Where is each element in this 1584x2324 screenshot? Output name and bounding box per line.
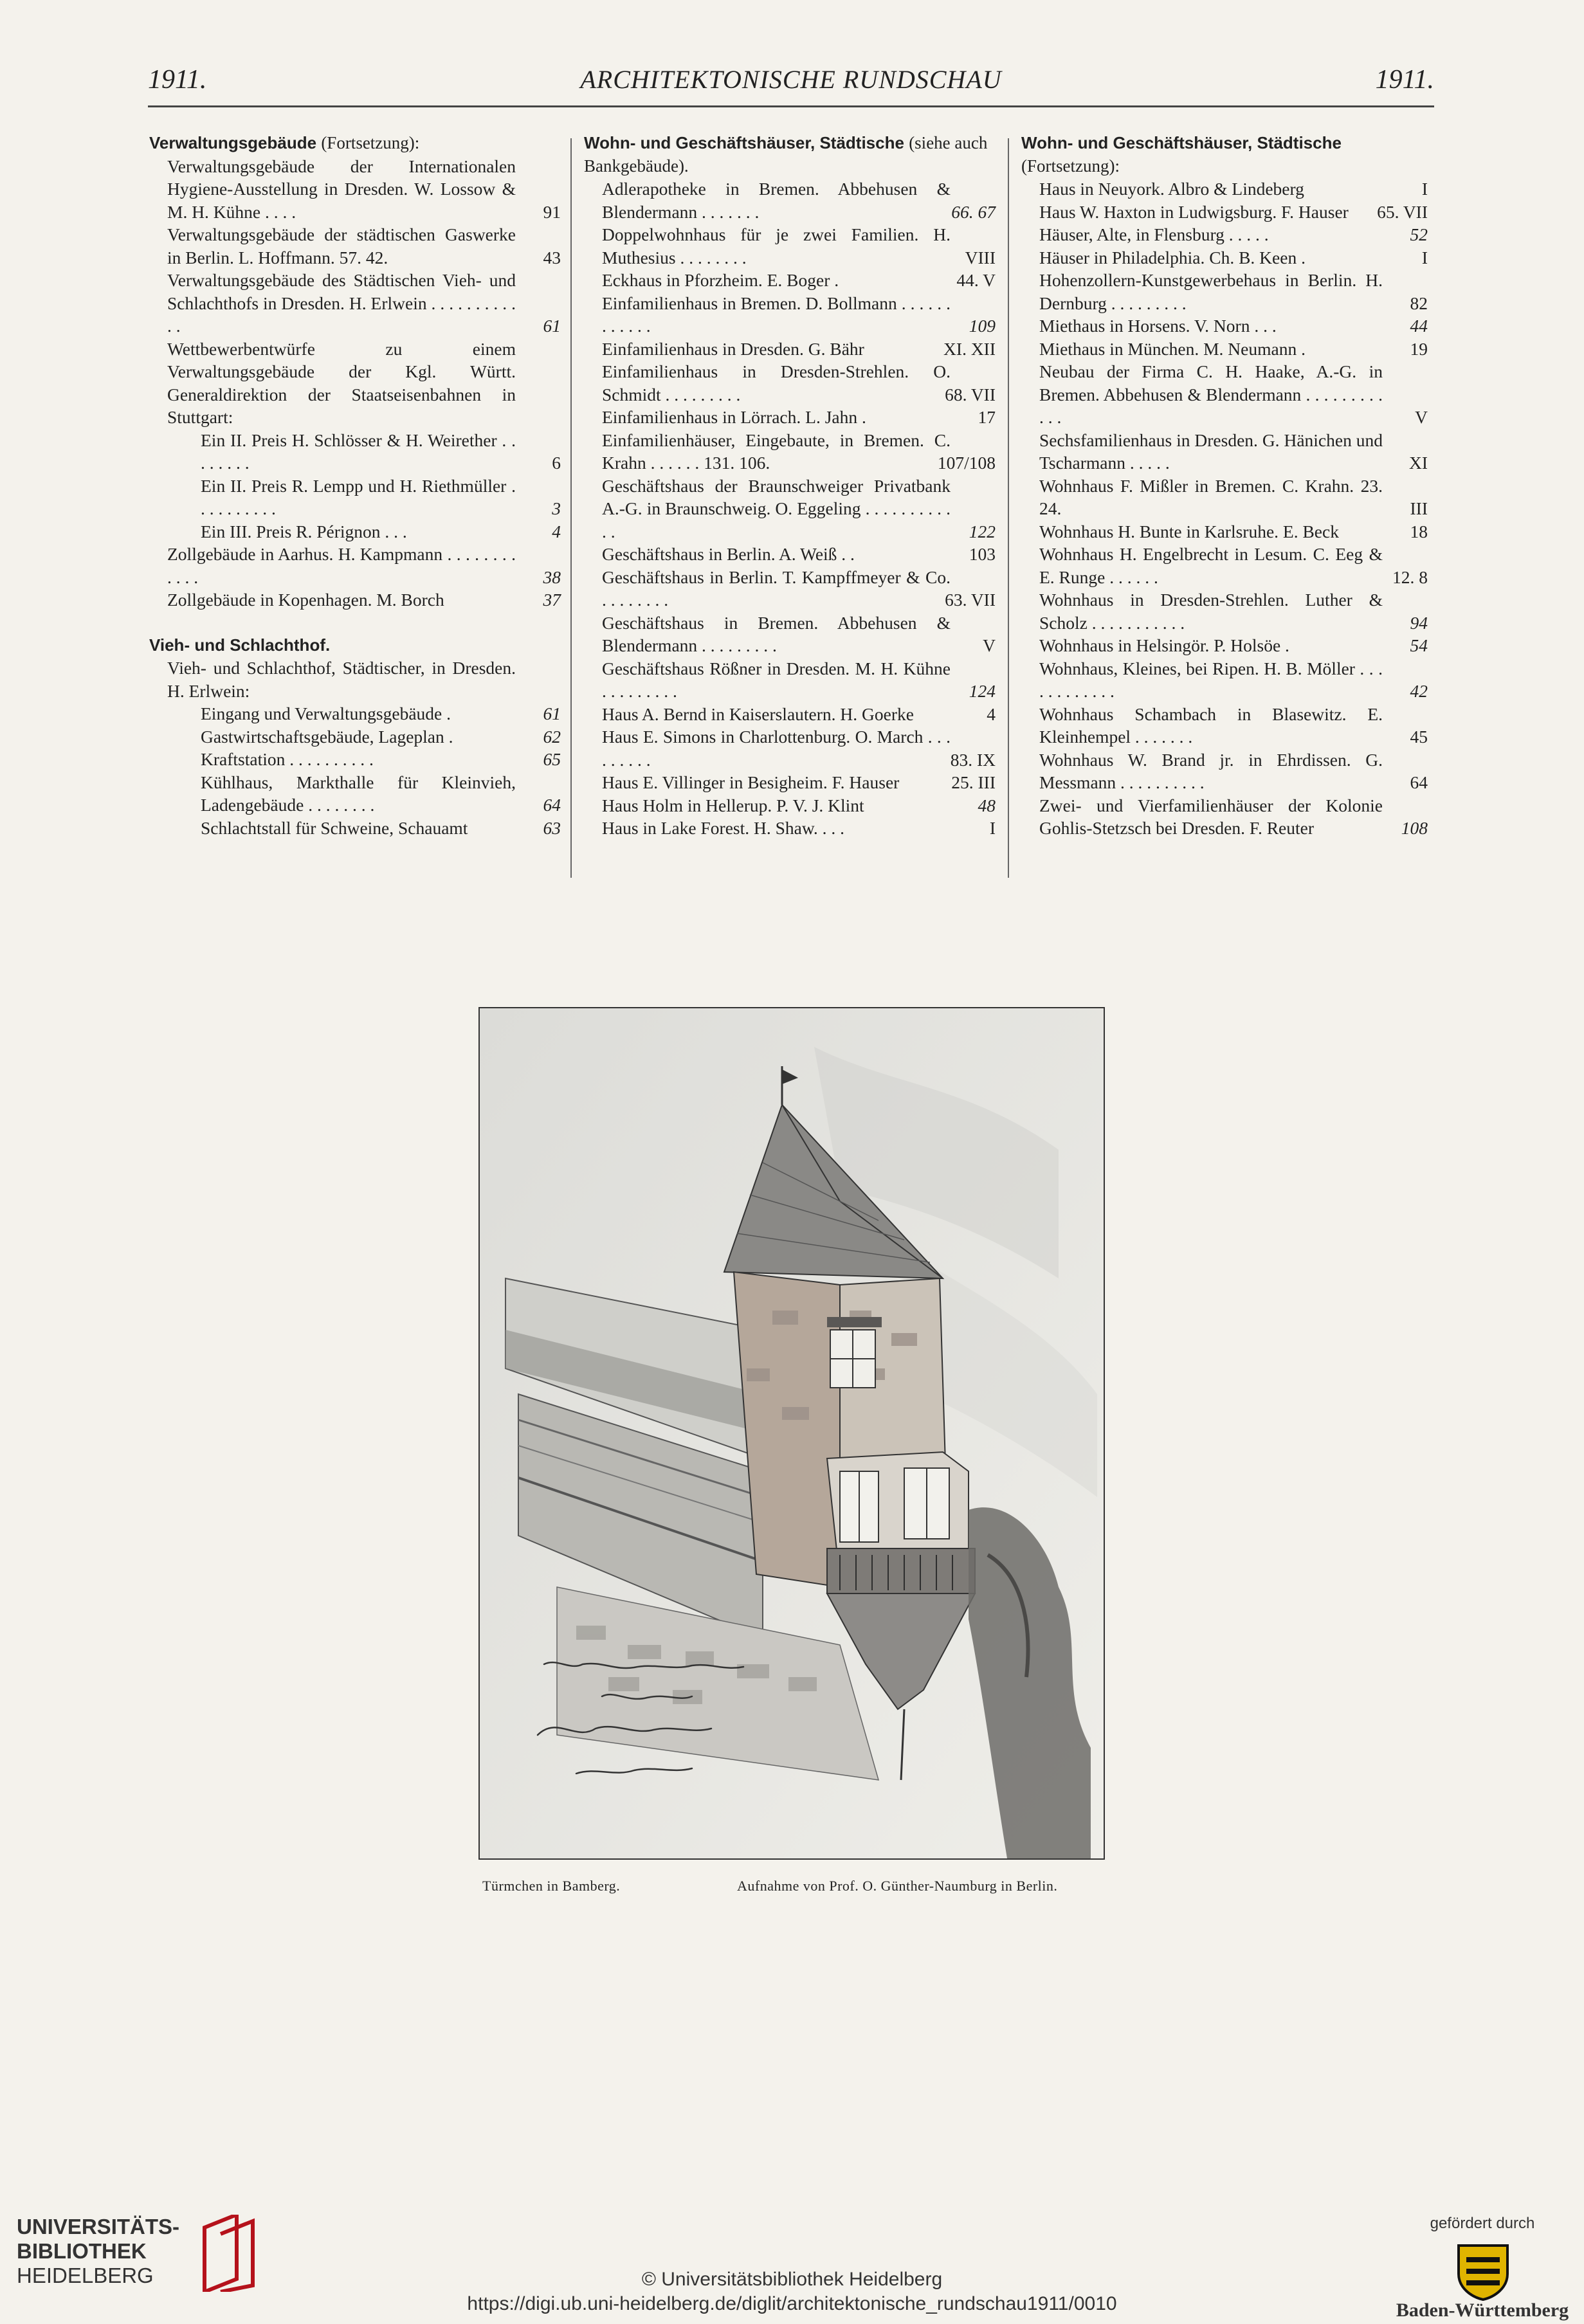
- index-entry-text: Wohnhaus F. Mißler in Bremen. C. Krahn. 23. 24.: [1039, 475, 1383, 518]
- page-number: 3: [552, 498, 561, 518]
- sponsor-name: Baden-Württemberg: [1396, 2300, 1569, 2321]
- index-entry: [149, 223, 561, 269]
- sponsor-label: gefördert durch: [1430, 2215, 1535, 2232]
- page-number: 4: [987, 704, 996, 724]
- index-entry: [584, 269, 996, 292]
- index-entry: [584, 543, 996, 566]
- library-name-line2: BIBLIOTHEK: [17, 2239, 147, 2263]
- index-entry-text: Einfamilienhaus in Bremen. D. Bollmann . . . . . . . . . . . .: [602, 293, 951, 336]
- index-entry: [1021, 520, 1428, 543]
- page-number: 25. III: [951, 772, 996, 792]
- index-entry: [149, 771, 561, 817]
- page-number: III: [1410, 498, 1428, 518]
- index-entry: [1021, 475, 1428, 520]
- page-number: 109: [969, 316, 996, 336]
- index-entry: [584, 566, 996, 612]
- section-heading: [584, 132, 996, 177]
- index-entry: [584, 429, 996, 475]
- index-entry-text: Vieh- und Schlachthof, Städtischer, in Dresden. H. Erlwein:: [167, 658, 516, 701]
- index-entry: [1021, 749, 1428, 794]
- page-number: 45: [1410, 727, 1428, 747]
- index-entry-text: Miethaus in München. M. Neumann .: [1039, 338, 1306, 359]
- journal-title: ARCHITEKTONISCHE RUNDSCHAU: [580, 65, 1002, 94]
- index-entry-text: Wohnhaus in Dresden-Strehlen. Luther & Scholz . . . . . . . . . . .: [1039, 590, 1383, 633]
- index-entry: [149, 748, 561, 771]
- page-number: 19: [1410, 338, 1428, 359]
- index-entry-text: Einfamilienhäuser, Eingebaute, in Bremen. C. Krahn . . . . . . 131. 106.: [602, 430, 951, 473]
- page-number: 68. VII: [945, 384, 996, 404]
- index-entry-text: Adlerapotheke in Bremen. Abbehusen & Blendermann . . . . . . .: [602, 179, 951, 222]
- index-entry: [584, 406, 996, 429]
- index-entry-text: Zwei- und Vierfamilienhäuser der Kolonie Gohlis-Stetzsch bei Dresden. F. Reuter: [1039, 795, 1383, 838]
- page-number: 18: [1410, 521, 1428, 541]
- index-entry: [584, 177, 996, 223]
- permalink[interactable]: https://digi.ub.uni-heidelberg.de/diglit/architektonische_rundschau1911/0010: [467, 2293, 1117, 2314]
- column-divider: [1008, 138, 1009, 878]
- section-heading-text: Wohn- und Geschäftshäuser, Städtische: [584, 133, 904, 152]
- page-number: 122: [969, 521, 996, 541]
- index-entry: [1021, 314, 1428, 338]
- page-number: VIII: [965, 247, 996, 268]
- index-entry: [584, 817, 996, 840]
- index-entry: [584, 612, 996, 657]
- index-entry: [584, 703, 996, 726]
- index-entry-text: Geschäftshaus in Bremen. Abbehusen & Blendermann . . . . . . . . .: [602, 612, 951, 655]
- page-number: 83. IX: [950, 749, 996, 770]
- index-entry: [149, 475, 561, 520]
- column-divider: [570, 138, 572, 878]
- index-entry-text: Eckhaus in Pforzheim. E. Boger .: [602, 270, 839, 290]
- index-entry: [149, 588, 561, 612]
- index-entry: [149, 657, 561, 702]
- index-entry-text: Wohnhaus W. Brand jr. in Ehrdissen. G. Messmann . . . . . . . . . .: [1039, 749, 1383, 792]
- page-number: 66. 67: [951, 201, 996, 222]
- page-number: V: [1415, 407, 1428, 427]
- index-entry: [584, 360, 996, 406]
- index-entry-text: Haus E. Villinger in Besigheim. F. Hauser: [602, 772, 900, 792]
- index-entry-text: Geschäftshaus in Berlin. A. Weiß . .: [602, 544, 855, 564]
- section-heading-note: (Fortsetzung):: [321, 133, 420, 152]
- index-entry-text: Doppelwohnhaus für je zwei Familien. H. Muthesius . . . . . . . .: [602, 224, 951, 268]
- index-entry-text: Haus in Neuyork. Albro & Lindeberg: [1039, 179, 1304, 199]
- index-entry-text: Einfamilienhaus in Lörrach. L. Jahn .: [602, 407, 866, 427]
- page-number: XI. XII: [943, 338, 996, 359]
- index-entry: [1021, 269, 1428, 314]
- page-number: 6: [552, 453, 561, 473]
- index-entry: [1021, 429, 1428, 475]
- library-name-line3: HEIDELBERG: [17, 2264, 154, 2287]
- page-number: 38: [543, 567, 561, 587]
- index-entry: [149, 269, 561, 338]
- index-entry: [149, 155, 561, 224]
- page-number: 62: [543, 726, 561, 747]
- index-entry-text: Haus E. Simons in Charlottenburg. O. March . . . . . . . . .: [602, 727, 951, 770]
- index-column-2: [584, 132, 996, 840]
- footer-credits: [0, 2267, 1584, 2316]
- page-header: [148, 64, 1434, 109]
- page-number: 52: [1410, 224, 1428, 244]
- index-entry: [584, 771, 996, 794]
- index-entry: [1021, 201, 1428, 224]
- index-entry: [149, 338, 561, 429]
- index-entry: [584, 223, 996, 269]
- page-number: 63: [543, 817, 561, 838]
- sponsor-block: [1396, 2215, 1569, 2321]
- copyright-line: © Universitätsbibliothek Heidelberg: [641, 2269, 943, 2290]
- figure-caption: Türmchen in Bamberg.: [482, 1878, 621, 1894]
- page-number: 61: [543, 704, 561, 723]
- page-number: 54: [1410, 635, 1428, 655]
- page-number: 37: [543, 590, 561, 610]
- index-entry-text: Ein II. Preis R. Lempp und H. Riethmüller . . . . . . . . . .: [201, 475, 516, 518]
- section-heading-text: Wohn- und Geschäftshäuser, Städtische: [1021, 133, 1342, 152]
- index-entry: [1021, 246, 1428, 269]
- index-entry: [1021, 703, 1428, 749]
- state-crest-icon: [1452, 2240, 1514, 2302]
- page-number: V: [983, 635, 996, 655]
- page-number: 63. VII: [945, 590, 996, 610]
- index-entry-text: Kraftstation . . . . . . . . . .: [201, 749, 374, 769]
- page-number: 65: [543, 749, 561, 769]
- index-entry-text: Schlachtstall für Schweine, Schauamt: [201, 817, 468, 838]
- index-entry-text: Zollgebäude in Aarhus. H. Kampmann . . . . . . . . . . . .: [167, 544, 516, 587]
- page-number: 44: [1410, 316, 1428, 336]
- figure-credit: Aufnahme von Prof. O. Günther-Naumburg in Berlin.: [737, 1878, 1058, 1894]
- index-entry-text: Geschäftshaus Rößner in Dresden. M. H. Kühne . . . . . . . . .: [602, 658, 951, 701]
- index-entry: [584, 725, 996, 771]
- index-entry: [1021, 794, 1428, 840]
- index-entry-text: Geschäftshaus in Berlin. T. Kampffmeyer & Co. . . . . . . . .: [602, 567, 951, 610]
- page-number: 42: [1410, 681, 1428, 701]
- index-entry-text: Kühlhaus, Markthalle für Kleinvieh, Ladengebäude . . . . . . . .: [201, 772, 516, 815]
- index-entry-text: Wettbewerbentwürfe zu einem Verwaltungsgebäude der Kgl. Württ. Generaldirektion der Staatseisenbahnen in Stuttgart:: [167, 338, 516, 427]
- index-entry-text: Verwaltungsgebäude des Städtischen Vieh- und Schlachthofs in Dresden. H. Erlwein . . . . . . . . . . . .: [167, 270, 516, 336]
- index-entry: [149, 543, 561, 588]
- index-entry-text: Häuser, Alte, in Flensburg . . . . .: [1039, 224, 1269, 244]
- index-entry-text: Haus in Lake Forest. H. Shaw. . . .: [602, 818, 845, 838]
- index-entry: [584, 657, 996, 703]
- page-number: 17: [978, 407, 996, 427]
- index-entry: [149, 429, 561, 475]
- index-entry-text: Wohnhaus in Helsingör. P. Holsöe .: [1039, 635, 1289, 655]
- section-heading: [1021, 132, 1428, 177]
- page-number: 108: [1401, 818, 1428, 838]
- index-entry-text: Einfamilienhaus in Dresden-Strehlen. O. Schmidt . . . . . . . . .: [602, 361, 951, 404]
- index-entry-text: Einfamilienhaus in Dresden. G. Bähr: [602, 338, 864, 359]
- index-entry-text: Zollgebäude in Kopenhagen. M. Borch: [167, 590, 444, 610]
- page-number: 12. 8: [1392, 567, 1428, 587]
- page-number: 61: [543, 316, 561, 336]
- index-entry: [1021, 338, 1428, 361]
- page-number: 94: [1410, 612, 1428, 633]
- index-entry: [584, 338, 996, 361]
- index-entry-text: Häuser in Philadelphia. Ch. B. Keen .: [1039, 247, 1306, 268]
- index-entry-text: Miethaus in Horsens. V. Norn . . .: [1039, 316, 1277, 336]
- index-entry-text: Verwaltungsgebäude der Internationalen Hygiene-Ausstellung in Dresden. W. Lossow & M. H. Kühne . . . .: [167, 156, 516, 222]
- index-entry-text: Hohenzollern-Kunstgewerbehaus in Berlin. H. Dernburg . . . . . . . . .: [1039, 270, 1383, 313]
- index-entry-text: Wohnhaus Schambach in Blasewitz. E. Kleinhempel . . . . . . .: [1039, 704, 1383, 747]
- page-number: 48: [978, 795, 996, 815]
- page-number: 124: [969, 681, 996, 701]
- index-column-3: [1021, 132, 1428, 840]
- index-entry-text: Sechsfamilienhaus in Dresden. G. Hänichen und Tscharmann . . . . .: [1039, 430, 1383, 473]
- page-number: 43: [543, 247, 561, 268]
- page-number: 91: [543, 201, 561, 222]
- page-number: I: [1421, 247, 1428, 268]
- index-entry-text: Ein II. Preis H. Schlösser & H. Weirether . . . . . . . .: [201, 430, 516, 473]
- index-entry-text: Haus Holm in Hellerup. P. V. J. Klint: [602, 795, 864, 815]
- page-number: I: [1421, 179, 1428, 199]
- page-number: 65. VII: [1377, 201, 1428, 222]
- index-entry-text: Wohnhaus H. Engelbrecht in Lesum. C. Eeg & E. Runge . . . . . .: [1039, 544, 1383, 587]
- library-name-line1: UNIVERSITÄTS-: [17, 2215, 180, 2238]
- index-entry-text: Wohnhaus, Kleines, bei Ripen. H. B. Möller . . . . . . . . . . . .: [1039, 658, 1383, 701]
- index-entry: [1021, 177, 1428, 201]
- page-number: XI: [1408, 453, 1428, 473]
- section-heading-text: Verwaltungsgebäude: [149, 133, 317, 152]
- page-number: 103: [969, 544, 996, 564]
- page-number: I: [989, 818, 996, 838]
- index-entry: [584, 292, 996, 338]
- header-year-right: 1911.: [1375, 65, 1434, 95]
- index-entry-text: Geschäftshaus der Braunschweiger Privatbank A.-G. in Braunschweig. O. Eggeling . . . . . . . . . . . .: [602, 475, 951, 541]
- header-rule: [148, 105, 1434, 107]
- index-entry-text: Haus A. Bernd in Kaiserslautern. H. Goerke: [602, 704, 914, 724]
- index-entry: [1021, 634, 1428, 657]
- index-entry: [584, 794, 996, 817]
- index-entry-text: Eingang und Verwaltungsgebäude .: [201, 704, 451, 723]
- index-entry-text: Verwaltungsgebäude der städtischen Gaswerke in Berlin. L. Hoffmann. 57. 42.: [167, 224, 516, 268]
- section-heading: [149, 132, 561, 155]
- page-number: 4: [552, 521, 561, 541]
- section-heading-text: Vieh- und Schlachthof.: [149, 635, 331, 655]
- index-column-1: [149, 132, 561, 839]
- index-entry: [1021, 588, 1428, 634]
- index-entry: [1021, 360, 1428, 429]
- index-entry-text: Wohnhaus H. Bunte in Karlsruhe. E. Beck: [1039, 521, 1339, 541]
- index-entry-text: Haus W. Haxton in Ludwigsburg. F. Hauser: [1039, 201, 1349, 222]
- section-gap: [149, 612, 561, 634]
- index-entry: [1021, 543, 1428, 588]
- tower-sketch: [480, 1008, 1104, 1858]
- index-entry: [149, 725, 561, 749]
- header-year-left: 1911.: [148, 65, 207, 95]
- page-number: 44. V: [956, 270, 996, 290]
- page-number: 107/108: [937, 453, 996, 473]
- index-entry: [584, 475, 996, 543]
- index-entry-text: Ein III. Preis R. Pérignon . . .: [201, 521, 407, 541]
- index-entry: [1021, 223, 1428, 246]
- index-entry: [149, 817, 561, 840]
- tower-illustration: [478, 1007, 1105, 1860]
- page-number: 64: [1410, 772, 1428, 792]
- page-number: 82: [1410, 293, 1428, 313]
- section-heading: [149, 634, 561, 657]
- index-entry: [1021, 657, 1428, 703]
- index-entry-text: Neubau der Firma C. H. Haake, A.-G. in Bremen. Abbehusen & Blendermann . . . . . . . . . . . .: [1039, 361, 1383, 427]
- index-entry: [149, 702, 561, 725]
- index-entry-text: Gastwirtschaftsgebäude, Lageplan .: [201, 726, 453, 747]
- section-heading-note: (Fortsetzung):: [1021, 156, 1120, 176]
- page-number: 64: [543, 795, 561, 815]
- section-heading-note: (siehe auch Bankgebäude).: [584, 133, 988, 176]
- index-entry: [149, 520, 561, 543]
